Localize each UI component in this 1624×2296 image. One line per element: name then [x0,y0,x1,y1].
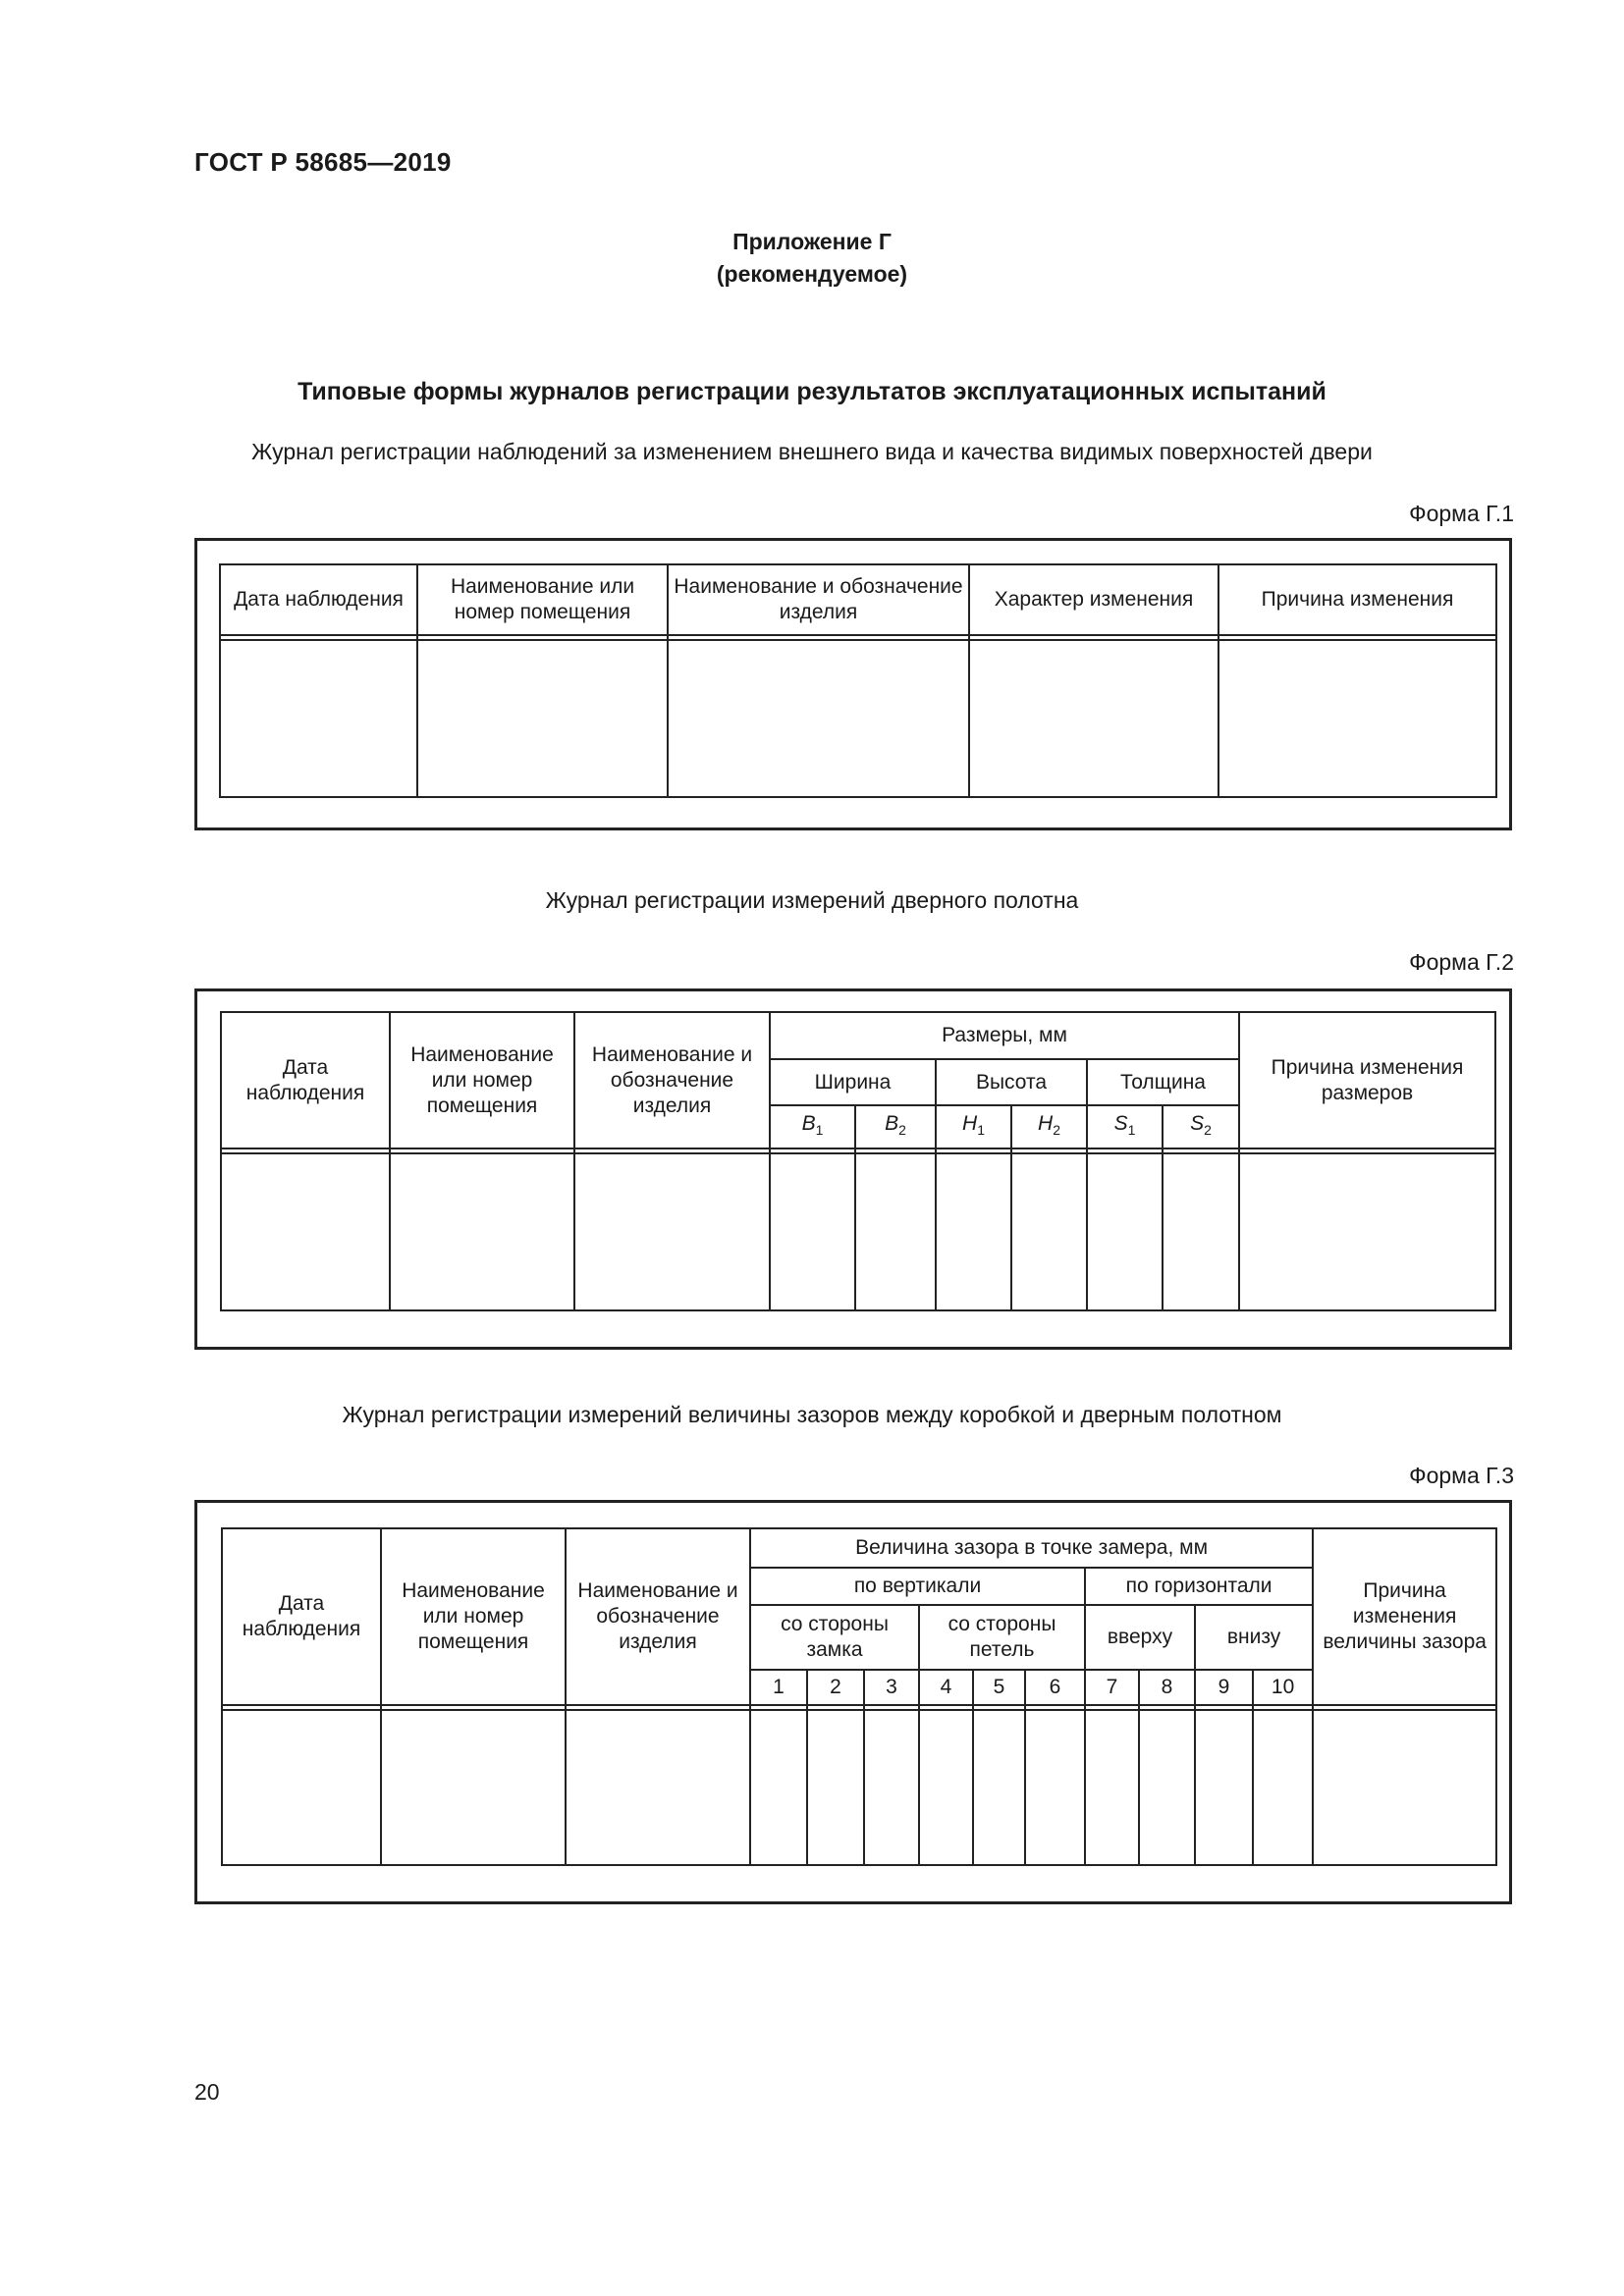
form2-symbol-h2: $H_2$ [1011,1105,1087,1148]
form3-point-4: 4 [919,1670,973,1705]
document-code: ГОСТ Р 58685—2019 [194,147,452,177]
form2-symbol-b1: $B_1$ [770,1105,855,1148]
form3-cell-point-7[interactable] [1085,1710,1139,1865]
page-number: 20 [194,2079,220,2105]
form2-header-reason: Причина изменения размеров [1239,1012,1495,1148]
form3-cell-point-2[interactable] [807,1710,864,1865]
form3-point-10: 10 [1253,1670,1313,1705]
form2-cell-b1[interactable] [770,1153,855,1310]
form3-cell-point-10[interactable] [1253,1710,1313,1865]
form2-cell-product[interactable] [574,1153,770,1310]
form3-subtitle: Журнал регистрации измерений величины зазоров между коробкой и дверным полотном [342,1402,1282,1427]
form2-cell-room[interactable] [390,1153,574,1310]
form3-label: Форма Г.3 [1409,1463,1514,1488]
form1-header-date: Дата наблюдения [220,564,417,635]
form3-point-5: 5 [973,1670,1025,1705]
form2-cell-h1[interactable] [936,1153,1011,1310]
form1-header-reason: Причина изменения [1218,564,1496,635]
form1-cell-reason[interactable] [1218,640,1496,797]
form1-cell-change[interactable] [969,640,1218,797]
form3-header-horizontal: по горизонтали [1085,1568,1313,1605]
form2-cell-s1[interactable] [1087,1153,1163,1310]
form3-header-lock-side: со стороны замка [750,1605,919,1670]
form3-point-7: 7 [1085,1670,1139,1705]
form2-header-product: Наименование и обозначение изделия [574,1012,770,1148]
form3-point-6: 6 [1025,1670,1085,1705]
main-title: Типовые формы журналов регистрации результатов эксплуатационных испытаний [298,378,1326,405]
form3-header-date: Дата наблюдения [222,1528,381,1705]
form1-cell-product[interactable] [668,640,969,797]
form3-cell-product[interactable] [566,1710,750,1865]
form3-cell-point-3[interactable] [864,1710,919,1865]
form2-header-date: Дата наблюдения [221,1012,390,1148]
form3-cell-date[interactable] [222,1710,381,1865]
form2-table [220,1011,1496,1311]
form3-header-hinge-side: со стороны петель [919,1605,1085,1670]
form1-subtitle: Журнал регистрации наблюдений за изменением внешнего вида и качества видимых поверхностей двери [251,439,1373,464]
form3-point-9: 9 [1195,1670,1253,1705]
form2-cell-s2[interactable] [1163,1153,1239,1310]
form3-header-gap: Величина зазора в точке замера, мм [750,1528,1313,1568]
form1-table [219,563,1497,798]
form2-cell-b2[interactable] [855,1153,936,1310]
form1-label: Форма Г.1 [1409,501,1514,526]
form2-header-width: Ширина [770,1059,936,1105]
form2-header-height: Высота [936,1059,1087,1105]
form2-label: Форма Г.2 [1409,949,1514,975]
form3-header-room: Наименование или номер помещения [381,1528,566,1705]
form3-header-product: Наименование и обозначение изделия [566,1528,750,1705]
appendix-title: Приложение Г [732,229,892,254]
form3-point-3: 3 [864,1670,919,1705]
form3-point-1: 1 [750,1670,807,1705]
form3-cell-point-5[interactable] [973,1710,1025,1865]
form1-header-product: Наименование и обозначение изделия [668,564,969,635]
form3-cell-room[interactable] [381,1710,566,1865]
appendix-status: (рекомендуемое) [716,261,908,287]
form2-header-thickness: Толщина [1087,1059,1239,1105]
appendix-heading [0,226,1624,291]
form2-cell-date[interactable] [221,1153,390,1310]
form1-cell-date[interactable] [220,640,417,797]
form1-header-room: Наименование или номер помещения [417,564,668,635]
form3-header-bottom: внизу [1195,1605,1313,1670]
form2-header-room: Наименование или номер помещения [390,1012,574,1148]
form3-header-top: вверху [1085,1605,1195,1670]
form2-symbol-s2: $S_2$ [1163,1105,1239,1148]
form3-cell-point-4[interactable] [919,1710,973,1865]
form3-cell-point-8[interactable] [1139,1710,1195,1865]
form3-cell-point-1[interactable] [750,1710,807,1865]
form3-point-2: 2 [807,1670,864,1705]
form3-cell-point-6[interactable] [1025,1710,1085,1865]
form2-cell-reason[interactable] [1239,1153,1495,1310]
form3-cell-reason[interactable] [1313,1710,1496,1865]
form2-subtitle: Журнал регистрации измерений дверного полотна [545,887,1079,913]
form3-header-reason: Причина изменения величины зазора [1313,1528,1496,1705]
form1-cell-room[interactable] [417,640,668,797]
form3-point-8: 8 [1139,1670,1195,1705]
form2-header-sizes: Размеры, мм [770,1012,1239,1059]
form3-table [221,1527,1497,1866]
form2-symbol-h1: $H_1$ [936,1105,1011,1148]
form2-symbol-b2: $B_2$ [855,1105,936,1148]
form2-symbol-s1: $S_1$ [1087,1105,1163,1148]
form3-header-vertical: по вертикали [750,1568,1085,1605]
form3-cell-point-9[interactable] [1195,1710,1253,1865]
form2-cell-h2[interactable] [1011,1153,1087,1310]
form1-header-change: Характер изменения [969,564,1218,635]
